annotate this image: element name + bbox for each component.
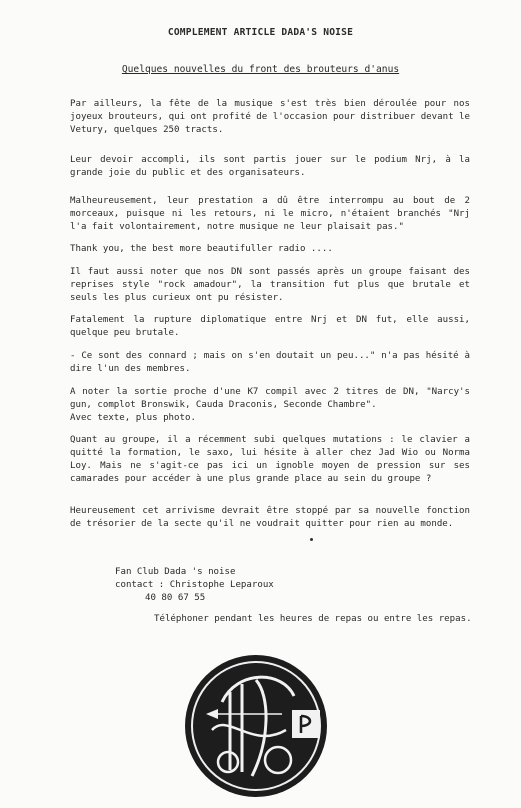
paragraph-3: Malheureusement, leur prestation a dû être interrompu au bout de 2 morceaux, puisque ni les retours, ni le micro, n'étaient branchés "Nrj l'a fait volontairement, notre musique ne leur plaisait pas."	[70, 196, 470, 232]
paragraph-4: Thank you, the best more beautifuller radio ....	[70, 244, 333, 254]
paragraph-1: Par ailleurs, la fête de la musique s'est très bien déroulée pour nos joyeux brouteurs, qui ont profité de l'occasion pour distribuer devant le Vetury, quelques 250 tracts.	[70, 99, 470, 135]
paragraph-9: Quant au groupe, il a récemment subi quelques mutations : le clavier a quitté la formation, le saxo, lui hésite à aller chez Jad Wio ou Norma Loy. Mais ne s'agit-ce pas ici un ignoble moyen de pression sur ses camarades pour accéder à une plus grande place au sein du groupe ?	[70, 435, 470, 484]
contact-block	[115, 566, 274, 605]
contact-phone: 40 80 67 55	[145, 593, 206, 603]
document-header: COMPLEMENT ARTICLE DADA'S NOISE	[167, 27, 354, 38]
paragraph-7: - Ce sont des connard ; mais on s'en doutait un peu..." n'a pas hésité à dire l'un des membres.	[70, 351, 470, 374]
paragraph-8: A noter la sortie proche d'une K7 compil avec 2 titres de DN, "Narcy's gun, complot Bronswik, Cauda Draconis, Seconde Chambre". Avec texte, plus photo.	[70, 387, 470, 423]
dada-noise-logo-icon	[182, 652, 340, 800]
paragraph-10: Heureusement cet arrivisme devrait être stoppé par sa nouvelle fonction de trésorier de la secte qu'il ne voudrait quitter pour rien au monde.	[70, 506, 470, 529]
fan-club-name: Fan Club Dada 's noise	[115, 567, 236, 577]
paragraph-6: Fatalement la rupture diplomatique entre Nrj et DN fut, elle aussi, quelque peu brutale.	[70, 315, 470, 338]
ink-speck	[310, 538, 313, 541]
contact-person: contact : Christophe Leparoux	[115, 580, 274, 590]
footer-note: Téléphoner pendant les heures de repas ou entre les repas.	[154, 614, 472, 624]
paragraph-2: Leur devoir accompli, ils sont partis jouer sur le podium Nrj, à la grande joie du public et des organisateurs.	[70, 155, 470, 178]
paragraph-5: Il faut aussi noter que nos DN sont passés après un groupe faisant des reprises style "rock amadour", la transition fut plus que brutale et seuls les plus curieux ont pu résister.	[70, 267, 470, 303]
document-subtitle: Quelques nouvelles du front des brouteurs d'anus	[121, 64, 400, 75]
